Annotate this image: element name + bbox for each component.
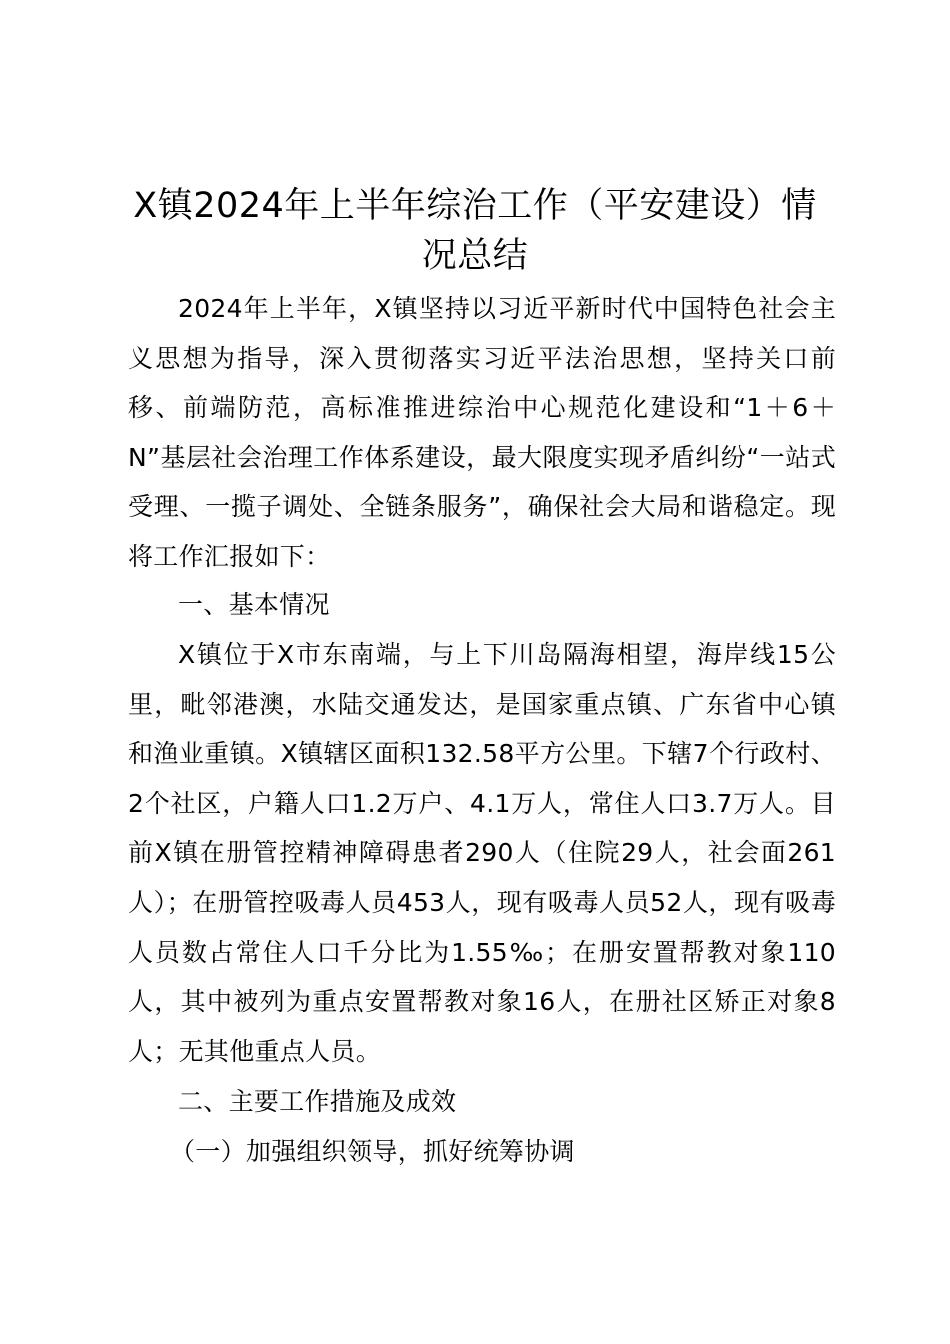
section-heading-main-measures: 二、主要工作措施及成效 [178,1087,457,1116]
intro-section [128,284,836,582]
subsection-heading-organization: （一）加强组织领导，抓好统筹协调 [170,1137,575,1166]
section-heading-basic-info: 一、基本情况 [178,590,330,619]
document-title: X镇2024年上半年综治工作（平安建设）情况总结 [133,186,817,276]
intro-paragraph: 2024年上半年，X镇坚持以习近平新时代中国特色社会主义思想为指导，深入贯彻落实习近平法治思想，坚持关口前移、前端防范，高标准推进综治中心规范化建设和“1＋6＋N”基层社会治理工作体系建设，最大限度实现矛盾纠纷“一站式受理、一揽子调处、全链条服务”，确保社会大局和谐稳定。现将工作汇报如下： [128,294,836,571]
basic-info-section [128,630,836,1076]
basic-info-paragraph: X镇位于X市东南端，与上下川岛隔海相望，海岸线15公里，毗邻港澳，水陆交通发达，是国家重点镇、广东省中心镇和渔业重镇。X镇辖区面积132.58平方公里。下辖7个行政村、2个社区，户籍人口1.2万户、4.1万人，常住人口3.7万人。目前X镇在册管控精神障碍患者290人（住院29人，社会面261人）；在册管控吸毒人员453人，现有吸毒人员52人，现有吸毒人员数占常住人口千分比为1.55‰；在册安置帮教对象110人，其中被列为重点安置帮教对象16人，在册社区矫正对象8人；无其他重点人员。 [128,640,836,1066]
